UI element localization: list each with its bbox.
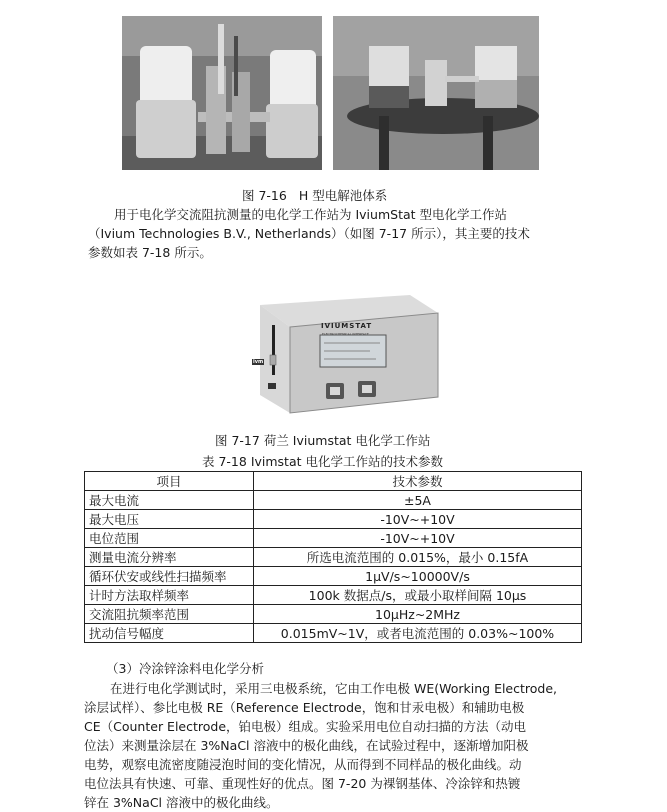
table-row xyxy=(85,624,582,643)
intro-line: 用于电化学交流阻抗测量的电化学工作站为 IviumStat 型电化学工作站 xyxy=(114,207,508,222)
row-item: 扰动信号幅度 xyxy=(85,624,254,643)
body-line: 涂层试样）、参比电极 RE（Reference Electrode，饱和甘汞电极）和辅助电极 xyxy=(84,700,525,715)
row-value: 1μV/s~10000V/s xyxy=(254,567,582,586)
row-value: 10μHz~2MHz xyxy=(254,605,582,624)
table-row xyxy=(85,510,582,529)
device-brand-label: IVIUMSTAT xyxy=(321,322,373,330)
section-heading: （3）冷涂锌涂料电化学分析 xyxy=(106,661,264,676)
row-value: 100k 数据点/s，或最小取样间隔 10μs xyxy=(254,586,582,605)
table-row xyxy=(85,605,582,624)
row-item: 测量电流分辨率 xyxy=(85,548,254,567)
figure-title: H 型电解池体系 xyxy=(298,188,388,203)
h-cell-photo-right xyxy=(333,16,539,170)
body-line: 位法）来测量涂层在 3%NaCl 溶液中的极化曲线，在试验过程中，逐渐增加阳极 xyxy=(84,738,529,753)
figure-number: 图 7-16 xyxy=(242,188,287,203)
header-spec: 技术参数 xyxy=(254,472,582,491)
body-line: CE（Counter Electrode，铂电极）组成。实验采用电位自动扫描的方法（动电 xyxy=(84,719,527,734)
figure-7-17-caption: 图 7-17 荷兰 Iviumstat 电化学工作站 xyxy=(215,433,431,448)
figure-7-16-caption xyxy=(242,186,387,204)
spec-table xyxy=(84,471,582,643)
table-header-row xyxy=(85,472,582,491)
row-item: 循环伏安或线性扫描频率 xyxy=(85,567,254,586)
table-row xyxy=(85,529,582,548)
row-item: 最大电流 xyxy=(85,491,254,510)
table-row xyxy=(85,567,582,586)
h-cell-photo-left xyxy=(122,16,322,170)
table-row xyxy=(85,586,582,605)
intro-paragraph xyxy=(88,205,530,262)
row-value: 所选电流范围的 0.015%，最小 0.15fA xyxy=(254,548,582,567)
body-line: 锌在 3%NaCl 溶液中的极化曲线。 xyxy=(84,795,279,810)
row-item: 交流阻抗频率范围 xyxy=(85,605,254,624)
iviumstat-device-image xyxy=(220,285,450,425)
table-row xyxy=(85,491,582,510)
row-value: 0.015mV~1V，或者电流范围的 0.03%~100% xyxy=(254,624,582,643)
table-7-18-caption: 表 7-18 Ivimstat 电化学工作站的技术参数 xyxy=(202,454,443,469)
body-line: 在进行电化学测试时，采用三电极系统，它由工作电极 WE(Working Electrode, xyxy=(110,681,558,696)
device-subtitle-label: ELECTROCHEMICAL INTERFACE xyxy=(322,332,369,336)
table-row xyxy=(85,548,582,567)
intro-line: 参数如表 7-18 所示。 xyxy=(88,245,212,260)
intro-line: （Ivium Technologies B.V., Netherlands）（如图 7-17 所示），其主要的技术 xyxy=(88,226,530,241)
row-value: -10V~+10V xyxy=(254,529,582,548)
body-paragraph xyxy=(84,679,557,812)
row-value: ±5A xyxy=(254,491,582,510)
row-item: 最大电压 xyxy=(85,510,254,529)
row-value: -10V~+10V xyxy=(254,510,582,529)
device-badge-label: ivm xyxy=(253,359,264,365)
body-line: 电势，观察电流密度随浸泡时间的变化情况，从而得到不同样品的极化曲线。动 xyxy=(84,757,522,772)
row-item: 计时方法取样频率 xyxy=(85,586,254,605)
row-item: 电位范围 xyxy=(85,529,254,548)
header-item: 项目 xyxy=(85,472,254,491)
body-line: 电位法具有快速、可靠、重现性好的优点。图 7-20 为裸钢基体、冷涂锌和热镀 xyxy=(84,776,521,791)
